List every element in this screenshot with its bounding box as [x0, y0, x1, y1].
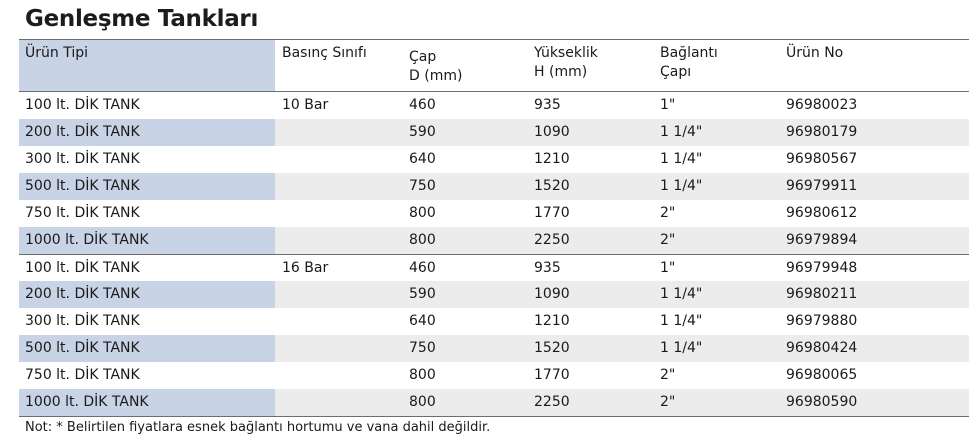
cell-yukseklik: 1210	[534, 313, 570, 329]
cell-cap: 800	[409, 367, 436, 383]
cell-baglanti: 1 1/4"	[660, 124, 703, 140]
header-yukseklik-line2: H (mm)	[534, 64, 588, 80]
cell-cap: 590	[409, 124, 436, 140]
cell-baglanti: 2"	[660, 394, 676, 410]
table-row	[19, 335, 969, 362]
cell-yukseklik: 2250	[534, 394, 570, 410]
cell-urun-no: 96980590	[786, 394, 858, 410]
header-cap	[409, 48, 462, 86]
cell-urun-tipi: 500 lt. DİK TANK	[25, 178, 140, 194]
cell-yukseklik: 1090	[534, 124, 570, 140]
table-row	[19, 281, 969, 308]
cell-cap: 460	[409, 260, 436, 276]
cell-urun-tipi: 300 lt. DİK TANK	[25, 151, 140, 167]
table-row	[19, 200, 969, 227]
cell-yukseklik: 935	[534, 97, 561, 113]
cell-baglanti: 2"	[660, 367, 676, 383]
cell-yukseklik: 1520	[534, 340, 570, 356]
header-yukseklik-line1: Yükseklik	[534, 45, 598, 61]
cell-yukseklik: 2250	[534, 232, 570, 248]
header-urun-tipi: Ürün Tipi	[25, 45, 88, 61]
cell-urun-tipi: 200 lt. DİK TANK	[25, 286, 140, 302]
cell-urun-no: 96979880	[786, 313, 858, 329]
page-title: Genleşme Tankları	[25, 6, 259, 32]
cell-urun-tipi: 500 lt. DİK TANK	[25, 340, 140, 356]
cell-urun-tipi: 200 lt. DİK TANK	[25, 124, 140, 140]
cell-urun-tipi: 1000 lt. DİK TANK	[25, 232, 149, 248]
header-basinc-sinifi: Basınç Sınıfı	[282, 45, 367, 61]
cell-yukseklik: 1520	[534, 178, 570, 194]
table-row	[19, 173, 969, 200]
table-row	[19, 146, 969, 173]
cell-cap: 800	[409, 232, 436, 248]
cell-baglanti: 1 1/4"	[660, 286, 703, 302]
cell-cap: 640	[409, 151, 436, 167]
cell-baglanti: 1 1/4"	[660, 313, 703, 329]
cell-yukseklik: 1210	[534, 151, 570, 167]
cell-cap: 590	[409, 286, 436, 302]
cell-cap: 640	[409, 313, 436, 329]
header-cap-line1: Çap	[409, 49, 437, 65]
cell-cap: 750	[409, 340, 436, 356]
table-row	[19, 254, 969, 281]
header-yukseklik	[534, 44, 598, 82]
cell-urun-no: 96980567	[786, 151, 858, 167]
table-row	[19, 362, 969, 389]
cell-urun-tipi: 750 lt. DİK TANK	[25, 205, 140, 221]
cell-baglanti: 1 1/4"	[660, 340, 703, 356]
cell-urun-no: 96980179	[786, 124, 858, 140]
table-row	[19, 227, 969, 254]
header-baglanti-line2: Çapı	[660, 64, 692, 80]
cell-baglanti: 2"	[660, 205, 676, 221]
cell-urun-no: 96980065	[786, 367, 858, 383]
cell-urun-no: 96979894	[786, 232, 858, 248]
cell-urun-no: 96979911	[786, 178, 858, 194]
cell-urun-no: 96979948	[786, 260, 858, 276]
header-urun-no: Ürün No	[786, 45, 844, 61]
table-row	[19, 119, 969, 146]
cell-urun-tipi: 100 lt. DİK TANK	[25, 97, 140, 113]
cell-baglanti: 1"	[660, 260, 676, 276]
cell-cap: 460	[409, 97, 436, 113]
footnote: Not: * Belirtilen fiyatlara esnek bağlantı hortumu ve vana dahil değildir.	[25, 420, 491, 435]
header-baglanti	[660, 44, 718, 82]
cell-urun-tipi: 1000 lt. DİK TANK	[25, 394, 149, 410]
cell-yukseklik: 935	[534, 260, 561, 276]
cell-cap: 800	[409, 394, 436, 410]
cell-baglanti: 2"	[660, 232, 676, 248]
cell-basinc-sinifi: 10 Bar	[282, 97, 329, 113]
cell-cap: 800	[409, 205, 436, 221]
cell-urun-no: 96980023	[786, 97, 858, 113]
cell-yukseklik: 1770	[534, 367, 570, 383]
cell-baglanti: 1 1/4"	[660, 151, 703, 167]
cell-basinc-sinifi: 16 Bar	[282, 260, 329, 276]
table-row	[19, 308, 969, 335]
cell-urun-tipi: 100 lt. DİK TANK	[25, 260, 140, 276]
product-table	[19, 39, 969, 417]
cell-baglanti: 1 1/4"	[660, 178, 703, 194]
cell-urun-no: 96980424	[786, 340, 858, 356]
table-body	[19, 92, 969, 416]
table-row	[19, 389, 969, 416]
cell-urun-tipi: 750 lt. DİK TANK	[25, 367, 140, 383]
cell-cap: 750	[409, 178, 436, 194]
cell-urun-no: 96980612	[786, 205, 858, 221]
cell-baglanti: 1"	[660, 97, 676, 113]
cell-yukseklik: 1770	[534, 205, 570, 221]
cell-yukseklik: 1090	[534, 286, 570, 302]
table-bottom-rule	[19, 416, 969, 417]
table-row	[19, 92, 969, 119]
cell-urun-no: 96980211	[786, 286, 858, 302]
header-cap-line2: D (mm)	[409, 68, 463, 84]
header-baglanti-line1: Bağlantı	[660, 45, 718, 61]
table-header	[19, 39, 969, 92]
cell-urun-tipi: 300 lt. DİK TANK	[25, 313, 140, 329]
